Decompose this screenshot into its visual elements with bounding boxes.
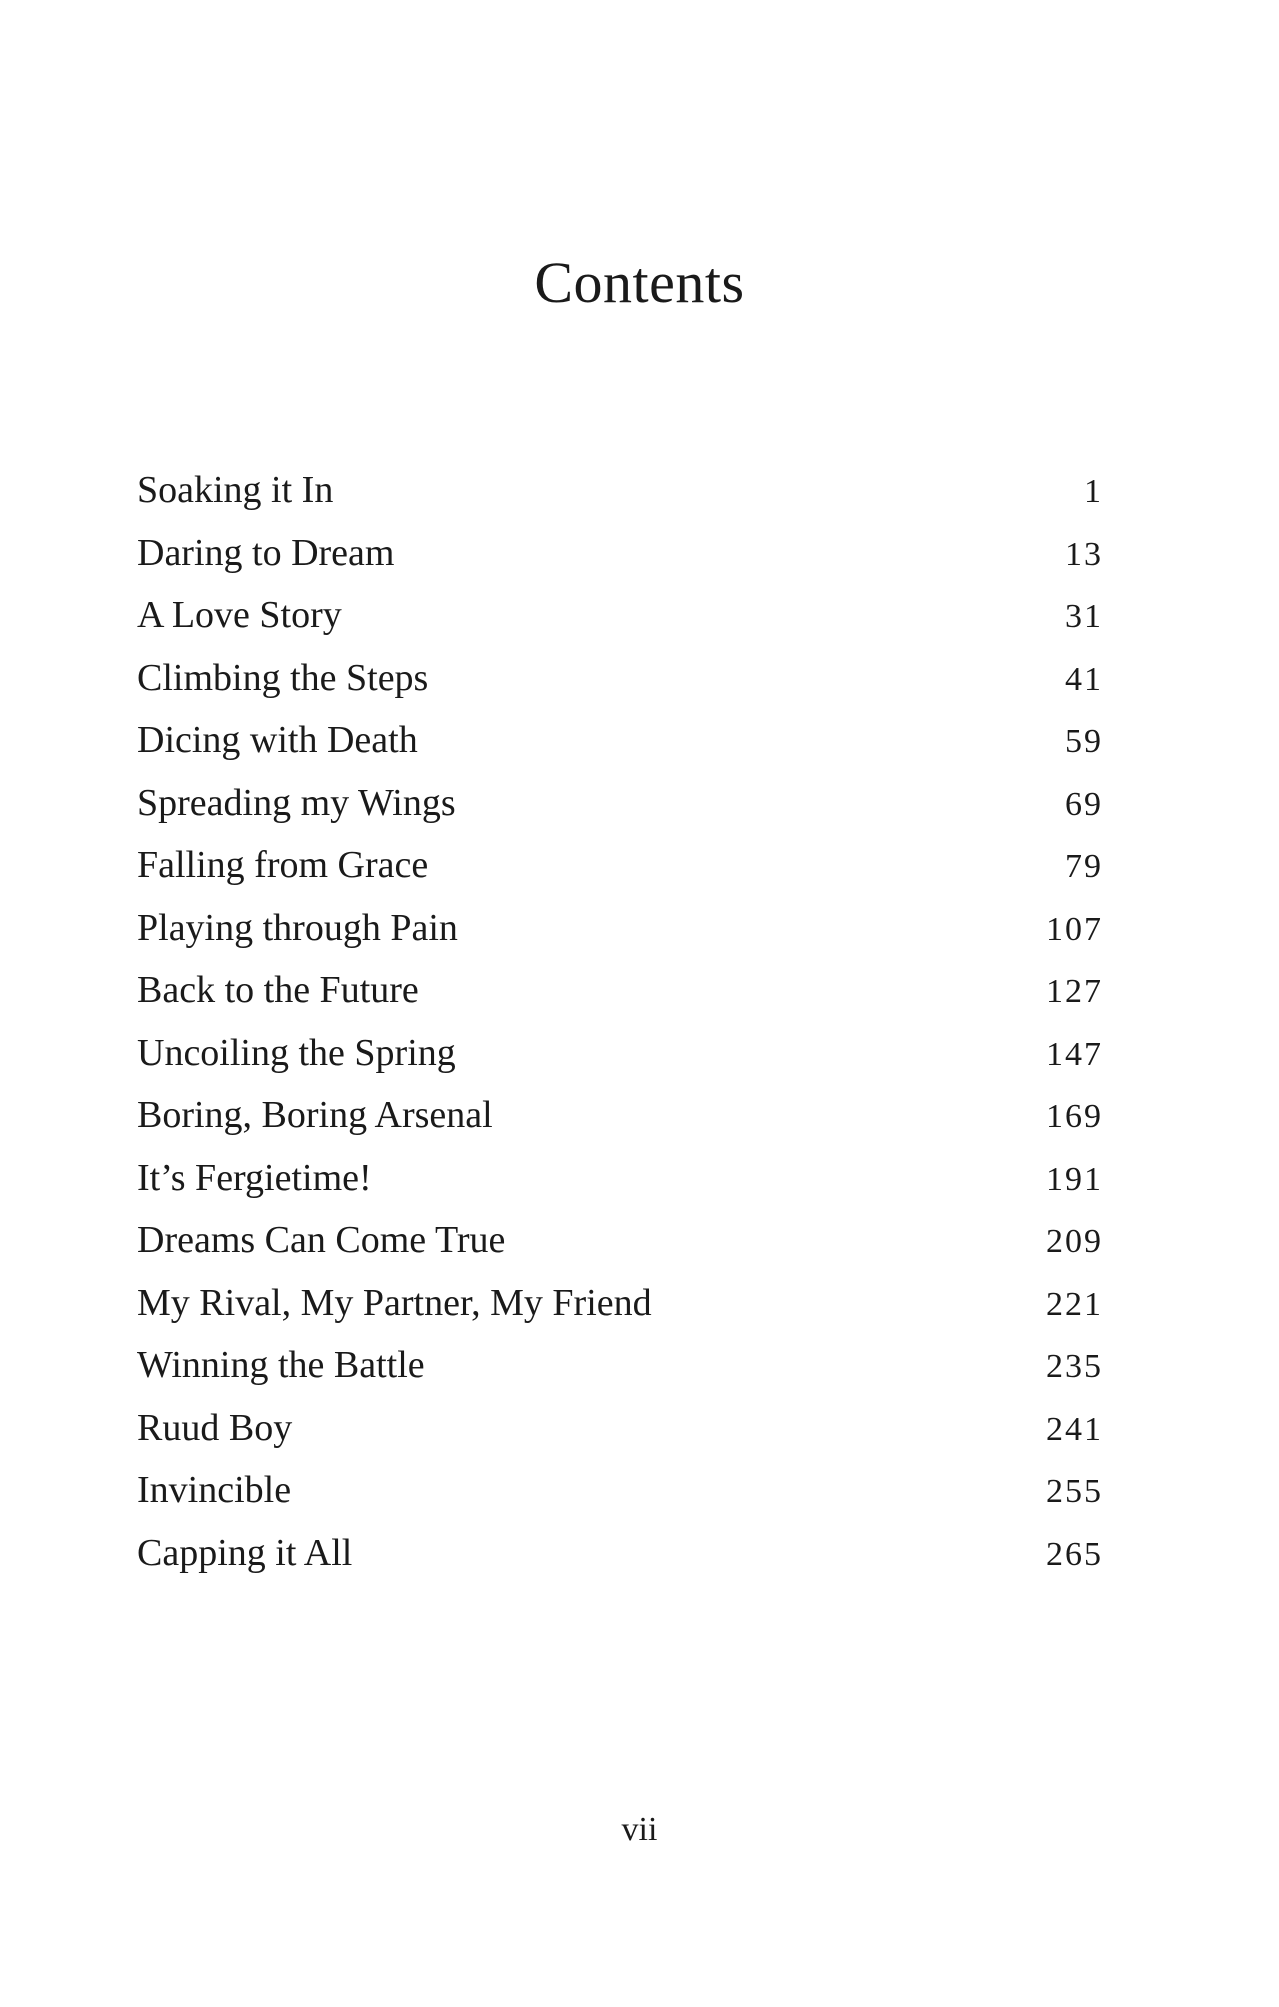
toc-entry (137, 1272, 1103, 1335)
toc-entry (137, 1147, 1103, 1210)
toc-entry (137, 522, 1103, 585)
toc-entry-page: 209 (1046, 1223, 1103, 1260)
toc-entry-page: 1 (1084, 473, 1103, 510)
toc-entry-page: 107 (1046, 910, 1103, 948)
toc-entry-page: 221 (1046, 1285, 1103, 1323)
toc-entry-title: Playing through Pain (137, 906, 458, 949)
toc-entry-title: Ruud Boy (137, 1406, 293, 1449)
toc-entry-page: 169 (1046, 1098, 1103, 1135)
toc-entry-title: Soaking it In (137, 469, 334, 511)
toc-entry-title: Capping it All (137, 1531, 353, 1574)
toc-entry-title: Dicing with Death (137, 719, 418, 761)
toc-entry-title: Back to the Future (137, 969, 419, 1011)
toc-entry-page: 31 (1065, 598, 1103, 635)
toc-entry-page: 41 (1065, 660, 1103, 698)
page-title: Contents (534, 250, 745, 315)
toc-entry-page: 59 (1065, 723, 1103, 760)
toc-entry (137, 647, 1103, 710)
toc-entry-page: 147 (1046, 1035, 1103, 1073)
toc-entry (137, 959, 1103, 1022)
toc-entry-page: 265 (1046, 1535, 1103, 1573)
toc-entry-title: A Love Story (137, 594, 342, 636)
toc-entry-page: 79 (1065, 848, 1103, 885)
toc-entry-title: Invincible (137, 1469, 292, 1511)
toc-entry (137, 1022, 1103, 1085)
toc-entry-page: 127 (1046, 973, 1103, 1010)
toc-entry (137, 709, 1103, 772)
toc-entry-title: Winning the Battle (137, 1344, 425, 1386)
toc-entry-page: 13 (1065, 535, 1103, 573)
toc-entry (137, 897, 1103, 960)
toc-entry (137, 834, 1103, 897)
toc-entry-page: 191 (1046, 1160, 1103, 1198)
toc-entry-title: Boring, Boring Arsenal (137, 1094, 493, 1136)
toc-entry-page: 241 (1046, 1410, 1103, 1448)
toc-entry-title: Falling from Grace (137, 844, 429, 886)
toc-entry (137, 772, 1103, 835)
toc-entry-title: It’s Fergietime! (137, 1156, 372, 1199)
toc-entry (137, 459, 1103, 522)
page-number: vii (621, 1811, 658, 1848)
toc-entry (137, 1397, 1103, 1460)
toc-entry-title: Daring to Dream (137, 531, 395, 574)
toc-entry (137, 1084, 1103, 1147)
toc-entry-title: Spreading my Wings (137, 781, 456, 824)
toc-entry-title: My Rival, My Partner, My Friend (137, 1281, 652, 1324)
toc-entry (137, 1334, 1103, 1397)
toc-entry (137, 1459, 1103, 1522)
toc-entry-page: 69 (1065, 785, 1103, 823)
toc-entry (137, 1209, 1103, 1272)
table-of-contents (137, 459, 1103, 1584)
toc-entry-title: Climbing the Steps (137, 656, 429, 699)
toc-entry-page: 235 (1046, 1348, 1103, 1385)
toc-entry (137, 1522, 1103, 1585)
toc-entry-page: 255 (1046, 1473, 1103, 1510)
toc-entry-title: Uncoiling the Spring (137, 1031, 456, 1074)
toc-entry-title: Dreams Can Come True (137, 1219, 506, 1261)
toc-entry (137, 584, 1103, 647)
